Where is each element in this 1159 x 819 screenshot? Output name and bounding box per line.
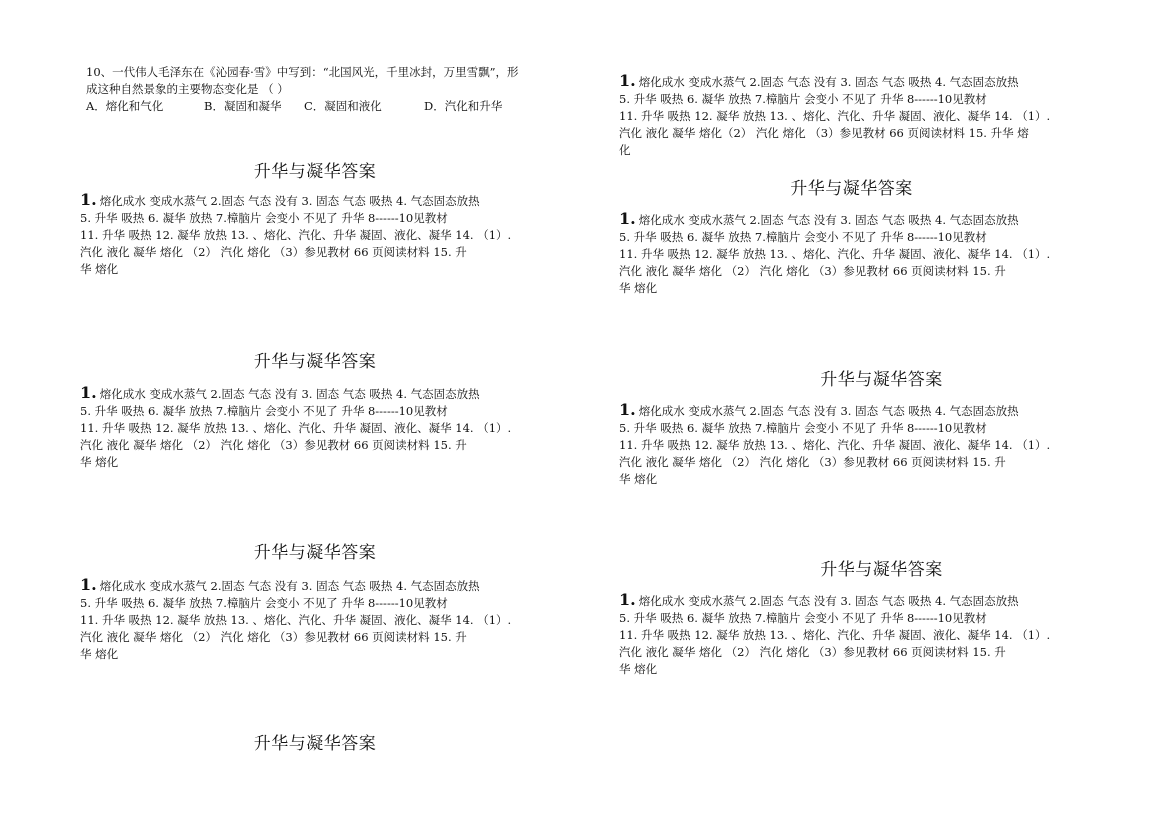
answer-block [80,384,550,471]
answer-line-2: 5. 升华 吸热 6. 凝华 放热 7.樟脑片 会变小 不见了 升华 8------10见教材 [80,404,448,418]
answer-block [619,210,1084,297]
answer-line-3: 11. 升华 吸热 12. 凝华 放热 13. 、熔化、汽化、升华 凝固、液化、凝华 14. （1）. [619,247,1051,261]
answer-line-1: 1. 熔化成水 变成水蒸气 2.固态 气态 没有 3. 固态 气态 吸热 4. 气态固态放热 [619,209,1019,228]
option-a: A．熔化和气化 [86,99,164,113]
answer-line-3: 11. 升华 吸热 12. 凝华 放热 13. 、熔化、汽化、升华 凝固、液化、凝华 14. （1）. [619,109,1051,123]
answer-line-3: 11. 升华 吸热 12. 凝华 放热 13. 、熔化、汽化、升华 凝固、液化、凝华 14. （1）. [619,438,1051,452]
answer-line-4: 汽化 液化 凝华 熔化 （2） 汽化 熔化 （3）参见教材 66 页阅读材料 15. 升 [80,630,467,644]
answer-number-1: 1. [80,383,97,402]
answer-line-3: 11. 升华 吸热 12. 凝华 放热 13. 、熔化、汽化、升华 凝固、液化、凝华 14. （1）. [80,421,512,435]
answer-line-5: 华 熔化 [80,262,119,276]
question-options [80,98,550,115]
answer-line-2: 5. 升华 吸热 6. 凝华 放热 7.樟脑片 会变小 不见了 升华 8------10见教材 [619,611,987,625]
answer-line-5: 华 熔化 [619,281,658,295]
answer-line-5: 华 熔化 [619,472,658,486]
answer-line-1: 1. 熔化成水 变成水蒸气 2.固态 气态 没有 3. 固态 气态 吸热 4. 气态固态放热 [619,400,1019,419]
answer-line-1: 1. 熔化成水 变成水蒸气 2.固态 气态 没有 3. 固态 气态 吸热 4. 气态固态放热 [619,590,1019,609]
answer-number-1: 1. [619,71,636,90]
answer-number-1: 1. [80,575,97,594]
answer-line-1: 1. 熔化成水 变成水蒸气 2.固态 气态 没有 3. 固态 气态 吸热 4. 气态固态放热 [619,71,1019,90]
answer-line-4: 汽化 液化 凝华 熔化（2） 汽化 熔化 （3）参见教材 66 页阅读材料 15. 升华 熔 [619,126,1029,140]
answer-line-1: 1. 熔化成水 变成水蒸气 2.固态 气态 没有 3. 固态 气态 吸热 4. 气态固态放热 [80,190,480,209]
answer-number-1: 1. [80,190,97,209]
option-b: B．凝固和凝华 [204,99,282,113]
answer-block [619,591,1084,678]
question-line-2: 成这种自然景象的主要物态变化是 （ ） [86,82,289,96]
answer-line-3: 11. 升华 吸热 12. 凝华 放热 13. 、熔化、汽化、升华 凝固、液化、凝华 14. （1）. [619,628,1051,642]
section-title: 升华与凝华答案 [820,560,943,580]
answer-line-3: 11. 升华 吸热 12. 凝华 放热 13. 、熔化、汽化、升华 凝固、液化、凝华 14. （1）. [80,613,512,627]
answer-line-5: 华 熔化 [80,647,119,661]
answer-line-5: 华 熔化 [619,662,658,676]
answer-number-1: 1. [619,209,636,228]
answer-line-4: 汽化 液化 凝华 熔化 （2） 汽化 熔化 （3）参见教材 66 页阅读材料 15. 升 [80,438,467,452]
answer-block [619,401,1084,488]
section-title: 升华与凝华答案 [253,543,377,563]
answer-number-1: 1. [619,400,636,419]
option-c: C．凝固和液化 [304,99,382,113]
answer-line-5: 化 [619,143,631,157]
section-title: 升华与凝华答案 [820,370,943,390]
answer-block [619,72,1084,159]
answer-line-1: 1. 熔化成水 变成水蒸气 2.固态 气态 没有 3. 固态 气态 吸热 4. 气态固态放热 [80,383,480,402]
option-d: D．汽化和升华 [424,99,503,113]
question-10 [80,64,550,115]
answer-number-1: 1. [619,590,636,609]
answer-line-4: 汽化 液化 凝华 熔化 （2） 汽化 熔化 （3）参见教材 66 页阅读材料 15. 升 [619,455,1006,469]
question-line-1: 10、一代伟人毛泽东在《沁园春·雪》中写到：“北国风光，千里冰封，万里雪飘”，形 [86,65,519,79]
answer-block [80,191,550,278]
answer-line-3: 11. 升华 吸热 12. 凝华 放热 13. 、熔化、汽化、升华 凝固、液化、凝华 14. （1）. [80,228,512,242]
answer-line-4: 汽化 液化 凝华 熔化 （2） 汽化 熔化 （3）参见教材 66 页阅读材料 15. 升 [80,245,467,259]
answer-block [80,576,550,663]
section-title: 升华与凝华答案 [253,352,377,372]
section-title: 升华与凝华答案 [253,734,377,754]
section-title: 升华与凝华答案 [253,162,377,182]
answer-line-2: 5. 升华 吸热 6. 凝华 放热 7.樟脑片 会变小 不见了 升华 8------10见教材 [80,596,448,610]
answer-line-2: 5. 升华 吸热 6. 凝华 放热 7.樟脑片 会变小 不见了 升华 8------10见教材 [619,230,987,244]
answer-line-4: 汽化 液化 凝华 熔化 （2） 汽化 熔化 （3）参见教材 66 页阅读材料 15. 升 [619,264,1006,278]
answer-line-1: 1. 熔化成水 变成水蒸气 2.固态 气态 没有 3. 固态 气态 吸热 4. 气态固态放热 [80,575,480,594]
answer-line-4: 汽化 液化 凝华 熔化 （2） 汽化 熔化 （3）参见教材 66 页阅读材料 15. 升 [619,645,1006,659]
section-title: 升华与凝华答案 [790,179,913,199]
answer-line-5: 华 熔化 [80,455,119,469]
answer-line-2: 5. 升华 吸热 6. 凝华 放热 7.樟脑片 会变小 不见了 升华 8------10见教材 [619,421,987,435]
answer-line-2: 5. 升华 吸热 6. 凝华 放热 7.樟脑片 会变小 不见了 升华 8------10见教材 [619,92,987,106]
answer-line-2: 5. 升华 吸热 6. 凝华 放热 7.樟脑片 会变小 不见了 升华 8------10见教材 [80,211,448,225]
